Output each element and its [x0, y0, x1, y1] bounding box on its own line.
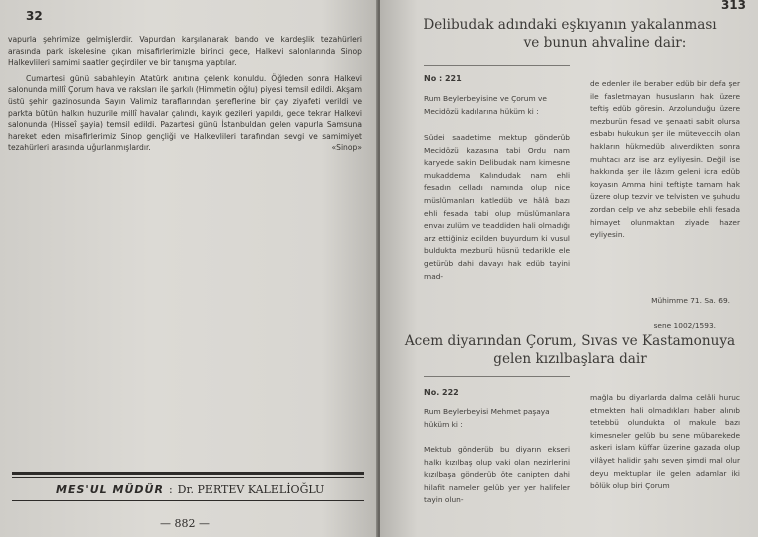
section1-divider-left — [424, 65, 570, 66]
section2-title-line1: Acem diyarından Çorum, Sıvas ve Kastamonuya — [404, 333, 736, 349]
source-line: Mühimme 71. Sa. 69. — [651, 295, 730, 305]
section2-doc-number: No. 222 — [424, 388, 459, 397]
source-line: sene 1002/1593. — [653, 320, 716, 330]
signature: «Sinop» — [331, 142, 362, 152]
paragraph: vapurla şehrimize gelmişlerdir. Vapurdan karşılanarak bando ve kardeşlik tezahürleri arasında park iskelesine çıkan misafirlerimizle birinci gece, Halkevi salonlarında Sinop Halkevlileri samimi saatler geçirdiler ve bir tanışma yaptılar. — [8, 35, 362, 68]
footer-rule-bottom — [12, 500, 364, 501]
footer-rule-thin — [12, 477, 364, 478]
left-page — [0, 0, 378, 537]
section1-doc-number: No : 221 — [424, 74, 462, 83]
section1-title-line2: ve bunun ahvaline dair: — [523, 35, 687, 51]
left-body-text — [8, 34, 362, 158]
editor-line: MES'UL MÜDÜR : Dr. PERTEV KALELİOĞLU — [56, 483, 325, 496]
section1-title — [390, 16, 750, 52]
section1-address: Rum Beylerbeyisine ve Çorum ve Mecidözü kadılarına hüküm ki : — [424, 94, 547, 116]
footer-rule — [12, 472, 364, 475]
section1-title-line1: Delibudak adındaki eşkıyanın yakalanması — [423, 17, 717, 33]
section2-address: Rum Beylerbeyisi Mehmet paşaya hüküm ki : — [424, 407, 550, 429]
issue-number: — 882 — — [160, 517, 210, 530]
section1-column-right: de edenler ile beraber edüb bir defa şer ile fasletmayan hususların hak üzere teftiş edüb göresin. Arzolunduğu üzere mezburün fesad ve şenaati sabit olursa esbabı hukukun şer ile müteveccih olan hakların hükmedüb alıverdikten sonra muhtacı arz ise arz eyliyesin. Değil ise hakkında şer ile lâzım geleni icra edüb koyasın Amma hini teftişte tamam hak üzere olup tezvir ve telvisten ve şuhudu zordan celp ve ahz sebebile ehli fesada himayet olunmaktan ziyade hazer eyliyesin. — [590, 79, 740, 240]
section2-divider — [424, 376, 570, 377]
section2-column-right: mağla bu diyarlarda dalma celâli huruc etmekten hali olmadıkları haber alınıb tetebbü olundukta ol makule bazı kimesneler gelüb bu sene mübarekede askeri islam küffar üzerine gazada olup vilâyet halidir şahı seven şimdi mal olur deyu mektuplar ile gelen adamlar iki bölük olup biri Çorum — [590, 393, 740, 491]
right-page-number: 313 — [720, 0, 746, 12]
section1-column-left: Südei saadetime mektup gönderüb Mecidözü kazasına tabi Ordu nam karyede sakin Delibudak nam kimesne mukaddema Kalındudak nam ehli fesadın celladı namında olup nice müslümanları katledüb ve hâlâ bazı ehli fesada tabi olup müslümanlara envaı zulüm ve teaddiden hali olmadığı arz ettiğiniz ecilden buyurdum ki vusul buldukta mezburü hüsnü tedarikle ele getürüb dahi davayı hak edüb tayini mad- — [424, 133, 570, 281]
editor-label: MES'UL MÜDÜR — [56, 483, 164, 496]
left-page-number: 32 — [26, 9, 43, 23]
editor-name: Dr. PERTEV KALELİOĞLU — [177, 483, 325, 496]
section2-title — [390, 332, 750, 368]
section2-title-line2: gelen kızılbaşlara dair — [493, 351, 647, 367]
right-page — [380, 0, 758, 537]
section2-column-left: Mektub gönderüb bu diyarın ekseri halkı kızılbaş olup vaki olan nezirlerini kızılbaşa gönderüb öte canipten dahi hilafit nameler gelüb yer yer halifeler tayin olun- — [424, 445, 570, 505]
paragraph: Cumartesi günü sabahleyin Atatürk anıtına çelenk konuldu. Öğleden sonra Halkevi salonunda millî Çorum hava ve raksları ile şarkılı (Himmetin oğlu) piyesi temsil edildi. Akşam üstü şehir gazinosunda Sayın Valimiz taraflarından şereflerine bir çay ziyafeti verildi ve parkta bütün halkın huzurile millî havalar çalındı, kayık gezileri yapıldı, gece tekrar Halkevi salonunda (Hisseî şayia) temsil edildi. Pazartesi günü İstanbuldan gelen vapurla Samsuna hareket eden misafirlerimiz Sinop gençliği ve Halkevlileri tarafından sevgi ve samimiyet tezahürleri arasında uğurlanmışlardır. — [8, 73, 362, 153]
